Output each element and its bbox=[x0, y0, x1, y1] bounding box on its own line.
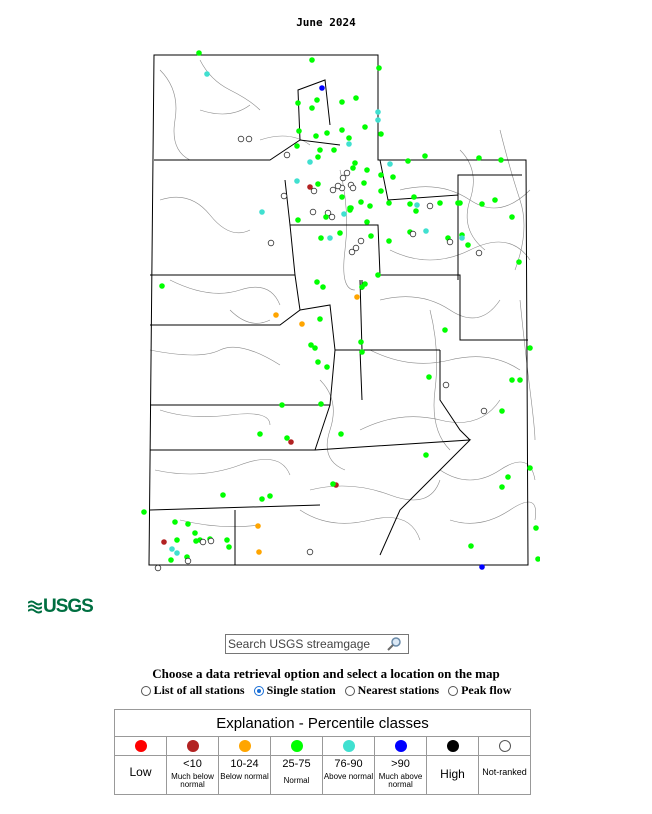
station-marker-below[interactable] bbox=[299, 321, 305, 327]
station-marker-below[interactable] bbox=[354, 294, 360, 300]
legend-label-high: High bbox=[440, 767, 465, 781]
station-marker-normal[interactable] bbox=[339, 194, 345, 200]
station-marker-normal[interactable] bbox=[468, 543, 474, 549]
station-marker-normal[interactable] bbox=[338, 431, 344, 437]
station-marker-above[interactable] bbox=[174, 550, 180, 556]
legend-dot-high bbox=[447, 740, 459, 752]
station-marker-normal[interactable] bbox=[295, 217, 301, 223]
usgs-logo-text: USGS bbox=[43, 596, 93, 617]
legend-range: 25-75 bbox=[282, 758, 311, 770]
station-marker-not-ranked[interactable] bbox=[268, 240, 274, 246]
station-marker-normal[interactable] bbox=[313, 133, 319, 139]
option-single-station[interactable] bbox=[254, 683, 336, 698]
station-marker-normal[interactable] bbox=[192, 530, 198, 536]
legend-dot-normal bbox=[291, 740, 303, 752]
station-marker-normal[interactable] bbox=[358, 199, 364, 205]
search-input[interactable] bbox=[226, 637, 385, 651]
option-label: Nearest stations bbox=[357, 683, 440, 697]
station-marker-normal[interactable] bbox=[279, 402, 285, 408]
station-marker-normal[interactable] bbox=[499, 408, 505, 414]
station-marker-normal[interactable] bbox=[364, 219, 370, 225]
legend-title: Explanation - Percentile classes bbox=[115, 710, 531, 737]
station-marker-normal[interactable] bbox=[364, 167, 370, 173]
station-marker-normal[interactable] bbox=[479, 201, 485, 207]
station-marker-normal[interactable] bbox=[259, 496, 265, 502]
station-marker-not-ranked[interactable] bbox=[481, 408, 487, 414]
station-marker-much-above[interactable] bbox=[479, 564, 485, 570]
station-marker-above[interactable] bbox=[294, 178, 300, 184]
station-marker-normal[interactable] bbox=[172, 519, 178, 525]
station-marker-above[interactable] bbox=[341, 211, 347, 217]
station-marker-normal[interactable] bbox=[267, 493, 273, 499]
station-marker-normal[interactable] bbox=[339, 99, 345, 105]
radio-single-station[interactable] bbox=[254, 686, 264, 696]
station-marker-above[interactable] bbox=[459, 235, 465, 241]
option-label: List of all stations bbox=[153, 683, 245, 697]
station-marker-not-ranked[interactable] bbox=[330, 187, 336, 193]
station-marker-normal[interactable] bbox=[220, 492, 226, 498]
stream-stations[interactable] bbox=[141, 50, 540, 571]
station-marker-normal[interactable] bbox=[141, 509, 147, 515]
utah-station-map[interactable] bbox=[140, 50, 540, 580]
station-marker-normal[interactable] bbox=[517, 377, 523, 383]
station-marker-normal[interactable] bbox=[509, 377, 515, 383]
station-marker-above[interactable] bbox=[327, 235, 333, 241]
map-title: June 2024 bbox=[296, 16, 356, 29]
station-marker-above[interactable] bbox=[307, 159, 313, 165]
legend-dot-low bbox=[135, 740, 147, 752]
county-boundaries bbox=[149, 55, 528, 565]
station-marker-normal[interactable] bbox=[442, 327, 448, 333]
station-marker-normal[interactable] bbox=[312, 345, 318, 351]
station-marker-normal[interactable] bbox=[318, 235, 324, 241]
station-marker-not-ranked[interactable] bbox=[410, 231, 416, 237]
station-marker-normal[interactable] bbox=[358, 339, 364, 345]
option-label: Single station bbox=[266, 683, 336, 697]
station-marker-above[interactable] bbox=[387, 161, 393, 167]
station-marker-normal[interactable] bbox=[499, 484, 505, 490]
station-marker-normal[interactable] bbox=[465, 242, 471, 248]
option-nearest-stations[interactable] bbox=[345, 683, 439, 698]
station-marker-normal[interactable] bbox=[324, 364, 330, 370]
station-marker-normal[interactable] bbox=[527, 345, 533, 351]
station-marker-normal[interactable] bbox=[185, 521, 191, 527]
station-marker-normal[interactable] bbox=[390, 174, 396, 180]
station-marker-above[interactable] bbox=[375, 109, 381, 115]
station-marker-normal[interactable] bbox=[159, 283, 165, 289]
station-marker-normal[interactable] bbox=[359, 349, 365, 355]
station-marker-normal[interactable] bbox=[535, 556, 540, 562]
station-marker-normal[interactable] bbox=[330, 481, 336, 487]
station-marker-normal[interactable] bbox=[422, 153, 428, 159]
station-marker-normal[interactable] bbox=[315, 181, 321, 187]
station-marker-normal[interactable] bbox=[405, 158, 411, 164]
station-marker-normal[interactable] bbox=[331, 147, 337, 153]
station-marker-below[interactable] bbox=[255, 523, 261, 529]
station-marker-not-ranked[interactable] bbox=[350, 185, 356, 191]
station-marker-normal[interactable] bbox=[224, 537, 230, 543]
retrieval-options bbox=[0, 683, 652, 700]
station-marker-normal[interactable] bbox=[386, 238, 392, 244]
station-marker-normal[interactable] bbox=[378, 131, 384, 137]
radio-nearest-stations[interactable] bbox=[345, 686, 355, 696]
station-marker-normal[interactable] bbox=[411, 194, 417, 200]
legend-dot-much-above bbox=[395, 740, 407, 752]
station-marker-normal[interactable] bbox=[318, 401, 324, 407]
station-marker-normal[interactable] bbox=[527, 465, 533, 471]
station-marker-normal[interactable] bbox=[323, 214, 329, 220]
station-marker-normal[interactable] bbox=[378, 172, 384, 178]
station-marker-normal[interactable] bbox=[314, 279, 320, 285]
station-marker-normal[interactable] bbox=[386, 200, 392, 206]
station-marker-normal[interactable] bbox=[361, 180, 367, 186]
station-marker-normal[interactable] bbox=[457, 200, 463, 206]
legend-desc: Much above normal bbox=[378, 772, 423, 789]
station-marker-normal[interactable] bbox=[437, 200, 443, 206]
station-marker-not-ranked[interactable] bbox=[329, 214, 335, 220]
station-marker-above[interactable] bbox=[423, 228, 429, 234]
station-marker-not-ranked[interactable] bbox=[310, 209, 316, 215]
station-marker-not-ranked[interactable] bbox=[344, 170, 350, 176]
station-marker-normal[interactable] bbox=[337, 230, 343, 236]
station-marker-normal[interactable] bbox=[314, 97, 320, 103]
station-marker-normal[interactable] bbox=[309, 57, 315, 63]
station-marker-not-ranked[interactable] bbox=[358, 238, 364, 244]
station-marker-above[interactable] bbox=[204, 71, 210, 77]
usgs-logo[interactable] bbox=[28, 596, 93, 618]
station-marker-not-ranked[interactable] bbox=[246, 136, 252, 142]
station-marker-normal[interactable] bbox=[196, 50, 202, 56]
station-marker-not-ranked[interactable] bbox=[340, 175, 346, 181]
station-marker-below[interactable] bbox=[273, 312, 279, 318]
station-marker-normal[interactable] bbox=[193, 538, 199, 544]
radio-list-all-stations[interactable] bbox=[141, 686, 151, 696]
station-marker-normal[interactable] bbox=[284, 435, 290, 441]
station-marker-normal[interactable] bbox=[367, 203, 373, 209]
station-marker-not-ranked[interactable] bbox=[238, 136, 244, 142]
station-marker-normal[interactable] bbox=[352, 160, 358, 166]
station-marker-normal[interactable] bbox=[339, 127, 345, 133]
station-marker-above[interactable] bbox=[259, 209, 265, 215]
station-marker-normal[interactable] bbox=[426, 374, 432, 380]
station-marker-normal[interactable] bbox=[350, 165, 356, 171]
legend-range: <10 bbox=[183, 758, 202, 770]
station-marker-not-ranked[interactable] bbox=[185, 558, 191, 564]
legend-label-low: Low bbox=[129, 765, 152, 779]
station-marker-normal[interactable] bbox=[226, 544, 232, 550]
radio-peak-flow[interactable] bbox=[448, 686, 458, 696]
station-marker-normal[interactable] bbox=[407, 201, 413, 207]
station-marker-above[interactable] bbox=[375, 117, 381, 123]
station-marker-normal[interactable] bbox=[423, 452, 429, 458]
station-marker-normal[interactable] bbox=[317, 316, 323, 322]
station-marker-not-ranked[interactable] bbox=[284, 152, 290, 158]
usgs-waves-icon bbox=[28, 600, 42, 614]
station-marker-much-below[interactable] bbox=[288, 439, 294, 445]
station-marker-not-ranked[interactable] bbox=[200, 539, 206, 545]
station-marker-not-ranked[interactable] bbox=[307, 549, 313, 555]
station-marker-normal[interactable] bbox=[353, 95, 359, 101]
station-marker-normal[interactable] bbox=[376, 65, 382, 71]
legend-desc: Below normal bbox=[220, 772, 269, 781]
legend-range: 10-24 bbox=[230, 758, 259, 770]
station-marker-normal[interactable] bbox=[296, 128, 302, 134]
legend-dot-much-below bbox=[187, 740, 199, 752]
station-marker-above[interactable] bbox=[414, 202, 420, 208]
station-marker-normal[interactable] bbox=[348, 205, 354, 211]
station-marker-normal[interactable] bbox=[315, 154, 321, 160]
station-marker-normal[interactable] bbox=[533, 525, 539, 531]
station-marker-normal[interactable] bbox=[168, 557, 174, 563]
station-marker-much-below[interactable] bbox=[161, 539, 167, 545]
station-marker-normal[interactable] bbox=[505, 474, 511, 480]
station-marker-much-above[interactable] bbox=[319, 85, 325, 91]
station-marker-not-ranked[interactable] bbox=[311, 188, 317, 194]
station-marker-normal[interactable] bbox=[375, 272, 381, 278]
legend-desc: Much below normal bbox=[171, 772, 214, 789]
legend-dot-above bbox=[343, 740, 355, 752]
legend-dot-below bbox=[239, 740, 251, 752]
station-marker-not-ranked[interactable] bbox=[155, 565, 161, 571]
legend-table bbox=[114, 709, 531, 795]
option-label: Peak flow bbox=[461, 683, 512, 697]
search-box[interactable] bbox=[225, 634, 409, 654]
station-marker-not-ranked[interactable] bbox=[447, 239, 453, 245]
station-marker-normal[interactable] bbox=[294, 143, 300, 149]
station-marker-below[interactable] bbox=[256, 549, 262, 555]
station-marker-above[interactable] bbox=[169, 546, 175, 552]
station-marker-not-ranked[interactable] bbox=[281, 193, 287, 199]
station-marker-normal[interactable] bbox=[378, 188, 384, 194]
station-marker-not-ranked[interactable] bbox=[427, 203, 433, 209]
magnifier-icon[interactable] bbox=[385, 636, 403, 652]
station-marker-not-ranked[interactable] bbox=[208, 538, 214, 544]
station-marker-normal[interactable] bbox=[359, 284, 365, 290]
station-marker-normal[interactable] bbox=[492, 197, 498, 203]
instructions-text: Choose a data retrieval option and select a location on the map bbox=[152, 666, 500, 681]
station-marker-normal[interactable] bbox=[362, 124, 368, 130]
station-marker-not-ranked[interactable] bbox=[335, 183, 341, 189]
legend-desc: Normal bbox=[283, 776, 310, 785]
legend-label-not-ranked: Not-ranked bbox=[482, 767, 527, 777]
station-marker-normal[interactable] bbox=[368, 233, 374, 239]
station-marker-normal[interactable] bbox=[516, 259, 522, 265]
station-marker-normal[interactable] bbox=[295, 100, 301, 106]
legend-desc: Above normal bbox=[323, 772, 374, 781]
station-marker-normal[interactable] bbox=[476, 155, 482, 161]
station-marker-normal[interactable] bbox=[346, 135, 352, 141]
legend-dot-not-ranked bbox=[499, 740, 511, 752]
legend-range: 76-90 bbox=[334, 758, 363, 770]
option-list-all-stations[interactable] bbox=[141, 683, 245, 698]
station-marker-not-ranked[interactable] bbox=[443, 382, 449, 388]
station-marker-normal[interactable] bbox=[309, 105, 315, 111]
station-marker-normal[interactable] bbox=[324, 130, 330, 136]
station-marker-normal[interactable] bbox=[498, 157, 504, 163]
station-marker-normal[interactable] bbox=[320, 284, 326, 290]
station-marker-normal[interactable] bbox=[509, 214, 515, 220]
station-marker-normal[interactable] bbox=[174, 537, 180, 543]
station-marker-normal[interactable] bbox=[315, 359, 321, 365]
station-marker-normal[interactable] bbox=[413, 208, 419, 214]
station-marker-normal[interactable] bbox=[257, 431, 263, 437]
station-marker-not-ranked[interactable] bbox=[476, 250, 482, 256]
option-peak-flow[interactable] bbox=[448, 683, 511, 698]
station-marker-normal[interactable] bbox=[317, 147, 323, 153]
station-marker-above[interactable] bbox=[346, 141, 352, 147]
legend-range: >90 bbox=[391, 758, 410, 770]
station-marker-not-ranked[interactable] bbox=[353, 245, 359, 251]
